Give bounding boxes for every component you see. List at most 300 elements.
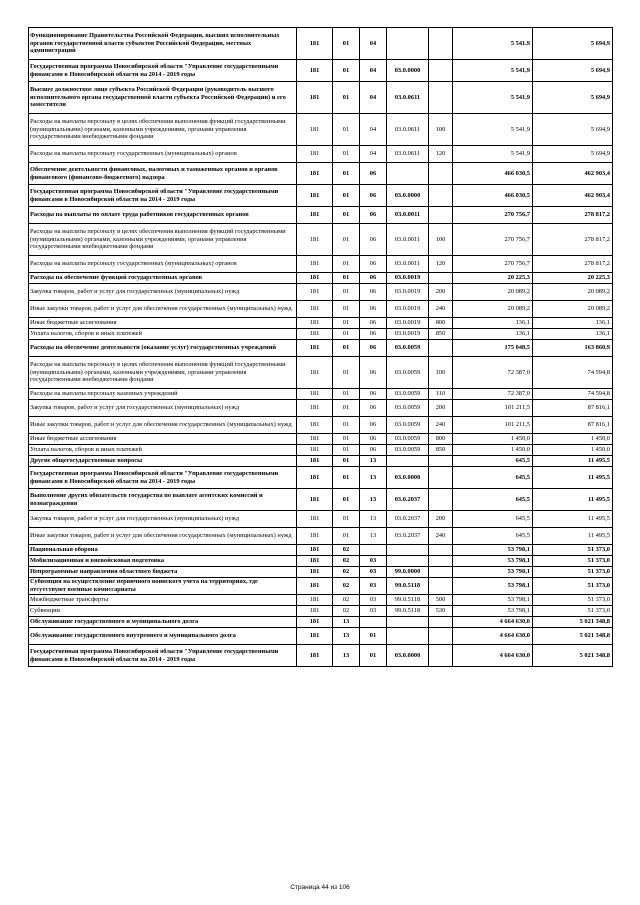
cell-name: Государственная программа Новосибирской области "Управление государственными финансами в Новосибирской области на 2014 - 2019 годы: [29, 185, 297, 207]
table-row: [29, 329, 613, 340]
cell-rz: 01: [333, 528, 360, 545]
cell-sum-2: 11 495,5: [533, 456, 613, 467]
cell-pr: 06: [360, 185, 387, 207]
cell-name: Расходы на выплаты персоналу государственных (муниципальных) органов: [29, 146, 297, 163]
cell-vr: 850: [429, 329, 453, 340]
cell-sum-2: 11 495,5: [533, 489, 613, 511]
cell-rz: 01: [333, 357, 360, 389]
cell-vr: [429, 556, 453, 567]
cell-vr: 200: [429, 400, 453, 417]
cell-sum-2: 87 816,1: [533, 400, 613, 417]
cell-csr: 03.0.0059: [387, 400, 429, 417]
cell-vr: 240: [429, 417, 453, 434]
cell-sum-2: 1 450,0: [533, 445, 613, 456]
cell-ved: 181: [297, 511, 333, 528]
cell-ved: 181: [297, 595, 333, 606]
cell-ved: 181: [297, 489, 333, 511]
cell-sum-2: 5 021 348,8: [533, 628, 613, 645]
cell-name: Выполнение других обязательств государства по выплате агентских комиссий и вознаграждения: [29, 489, 297, 511]
cell-pr: 06: [360, 329, 387, 340]
cell-pr: 13: [360, 467, 387, 489]
cell-sum-1: 466 030,5: [453, 185, 533, 207]
cell-ved: 181: [297, 273, 333, 284]
cell-vr: [429, 28, 453, 60]
table-row: [29, 628, 613, 645]
cell-sum-2: 51 373,0: [533, 595, 613, 606]
cell-vr: [429, 340, 453, 357]
cell-vr: 100: [429, 357, 453, 389]
cell-name: Расходы на выплаты персоналу в целях обеспечения выполнения функций государственными (муниципальными) органами, казенными учреждениями, органами управления государственными внебюджетными фондами: [29, 357, 297, 389]
cell-csr: 03.0.2037: [387, 511, 429, 528]
cell-ved: 181: [297, 146, 333, 163]
cell-csr: [387, 628, 429, 645]
cell-ved: 181: [297, 82, 333, 114]
cell-sum-1: 645,5: [453, 467, 533, 489]
cell-pr: 06: [360, 434, 387, 445]
cell-name: Межбюджетные трансферты: [29, 595, 297, 606]
cell-sum-2: 5 694,9: [533, 82, 613, 114]
table-row: [29, 417, 613, 434]
cell-name: Национальная оборона: [29, 545, 297, 556]
cell-sum-1: 4 664 630,0: [453, 617, 533, 628]
cell-pr: 06: [360, 445, 387, 456]
budget-table: [28, 27, 613, 667]
table-row: [29, 114, 613, 146]
cell-sum-2: 51 373,0: [533, 606, 613, 617]
table-row: [29, 511, 613, 528]
cell-vr: [429, 60, 453, 82]
cell-ved: 181: [297, 318, 333, 329]
cell-pr: 13: [360, 511, 387, 528]
cell-pr: 04: [360, 146, 387, 163]
cell-csr: 03.0.0019: [387, 329, 429, 340]
table-row: [29, 606, 613, 617]
cell-vr: [429, 273, 453, 284]
cell-sum-2: 5 694,9: [533, 60, 613, 82]
cell-ved: 181: [297, 389, 333, 400]
cell-csr: 03.0.0611: [387, 146, 429, 163]
cell-sum-2: 20 089,2: [533, 284, 613, 301]
cell-name: Высшее должностное лицо субъекта Российской Федерации (руководитель высшего исполнительного органа государственной власти субъекта Российской Федерации) и его заместители: [29, 82, 297, 114]
cell-pr: 03: [360, 595, 387, 606]
table-row: [29, 528, 613, 545]
cell-sum-1: 5 541,9: [453, 114, 533, 146]
cell-name: Уплата налогов, сборов и иных платежей: [29, 329, 297, 340]
cell-sum-2: 163 860,9: [533, 340, 613, 357]
cell-sum-1: 72 387,0: [453, 389, 533, 400]
cell-vr: [429, 185, 453, 207]
cell-vr: [429, 567, 453, 578]
cell-sum-2: 20 089,2: [533, 301, 613, 318]
cell-ved: 181: [297, 628, 333, 645]
cell-vr: [429, 617, 453, 628]
cell-sum-1: 53 798,1: [453, 578, 533, 595]
cell-vr: 240: [429, 301, 453, 318]
cell-pr: 06: [360, 318, 387, 329]
cell-rz: 02: [333, 545, 360, 556]
cell-sum-2: 51 373,0: [533, 545, 613, 556]
cell-ved: 181: [297, 224, 333, 256]
cell-rz: 01: [333, 445, 360, 456]
cell-vr: [429, 628, 453, 645]
cell-ved: 181: [297, 445, 333, 456]
cell-name: Иные закупки товаров, работ и услуг для обеспечения государственных (муниципальных) нужд: [29, 417, 297, 434]
table-row: [29, 467, 613, 489]
cell-vr: 200: [429, 284, 453, 301]
cell-rz: 01: [333, 400, 360, 417]
cell-csr: 03.0.0000: [387, 467, 429, 489]
table-row: [29, 163, 613, 185]
cell-pr: 01: [360, 628, 387, 645]
table-row: [29, 284, 613, 301]
cell-name: Иные бюджетные ассигнования: [29, 434, 297, 445]
cell-name: Расходы на выплаты персоналу казенных учреждений: [29, 389, 297, 400]
cell-csr: 99.0.0000: [387, 567, 429, 578]
cell-sum-2: 87 816,1: [533, 417, 613, 434]
cell-sum-2: 5 694,9: [533, 146, 613, 163]
cell-csr: [387, 456, 429, 467]
cell-vr: 100: [429, 224, 453, 256]
table-row: [29, 545, 613, 556]
cell-ved: 181: [297, 329, 333, 340]
cell-sum-2: 462 903,4: [533, 185, 613, 207]
cell-rz: 02: [333, 556, 360, 567]
cell-sum-1: 5 541,9: [453, 82, 533, 114]
cell-sum-2: 278 817,2: [533, 207, 613, 224]
cell-sum-1: 20 089,2: [453, 301, 533, 318]
cell-csr: 03.0.0000: [387, 645, 429, 667]
cell-name: Мобилизационная и вневойсковая подготовка: [29, 556, 297, 567]
cell-name: Субвенции: [29, 606, 297, 617]
cell-sum-2: 462 903,4: [533, 163, 613, 185]
table-row: [29, 224, 613, 256]
cell-name: Расходы на обеспечение деятельности (оказание услуг) государственных учреждений: [29, 340, 297, 357]
cell-ved: 181: [297, 645, 333, 667]
cell-sum-1: 1 450,0: [453, 445, 533, 456]
cell-pr: 06: [360, 224, 387, 256]
cell-ved: 181: [297, 28, 333, 60]
cell-sum-2: 5 021 348,8: [533, 645, 613, 667]
cell-csr: 03.0.0059: [387, 434, 429, 445]
cell-sum-2: 11 495,5: [533, 528, 613, 545]
cell-ved: 181: [297, 456, 333, 467]
cell-vr: 530: [429, 606, 453, 617]
cell-csr: 03.0.0611: [387, 114, 429, 146]
cell-vr: 110: [429, 389, 453, 400]
cell-pr: 03: [360, 578, 387, 595]
cell-ved: 181: [297, 417, 333, 434]
cell-csr: 99.0.5118: [387, 578, 429, 595]
cell-csr: 03.0.0611: [387, 82, 429, 114]
cell-sum-2: 278 817,2: [533, 224, 613, 256]
cell-sum-1: 270 756,7: [453, 224, 533, 256]
cell-pr: 04: [360, 82, 387, 114]
cell-sum-1: 4 664 630,0: [453, 628, 533, 645]
cell-vr: [429, 645, 453, 667]
cell-vr: 120: [429, 256, 453, 273]
cell-name: Расходы на выплаты персоналу в целях обеспечения выполнения функций государственными (муниципальными) органами, казенными учреждениями, органами управления государственными внебюджетными фондами: [29, 224, 297, 256]
cell-sum-2: 136,1: [533, 329, 613, 340]
cell-pr: 06: [360, 207, 387, 224]
cell-vr: [429, 545, 453, 556]
cell-name: Непрограммные направления областного бюджета: [29, 567, 297, 578]
cell-ved: 181: [297, 357, 333, 389]
cell-sum-2: 278 817,2: [533, 256, 613, 273]
cell-pr: 13: [360, 456, 387, 467]
cell-rz: 01: [333, 467, 360, 489]
cell-csr: 03.0.0019: [387, 318, 429, 329]
cell-ved: 181: [297, 467, 333, 489]
cell-pr: 03: [360, 606, 387, 617]
cell-name: Другие общегосударственные вопросы: [29, 456, 297, 467]
cell-csr: 99.0.5118: [387, 606, 429, 617]
cell-name: Расходы на обеспечение функций государственных органов: [29, 273, 297, 284]
cell-csr: 03.0.0011: [387, 224, 429, 256]
cell-rz: 13: [333, 645, 360, 667]
table-row: [29, 578, 613, 595]
cell-sum-2: 1 450,0: [533, 434, 613, 445]
cell-sum-1: 136,1: [453, 329, 533, 340]
cell-rz: 01: [333, 284, 360, 301]
cell-sum-1: 270 756,7: [453, 207, 533, 224]
cell-vr: [429, 163, 453, 185]
cell-sum-1: 4 664 630,0: [453, 645, 533, 667]
cell-ved: 181: [297, 163, 333, 185]
cell-sum-2: 11 495,5: [533, 467, 613, 489]
cell-rz: 01: [333, 489, 360, 511]
cell-name: Закупка товаров, работ и услуг для государственных (муниципальных) нужд: [29, 400, 297, 417]
cell-ved: 181: [297, 434, 333, 445]
cell-csr: 03.0.0059: [387, 357, 429, 389]
cell-rz: 02: [333, 567, 360, 578]
cell-pr: 06: [360, 163, 387, 185]
cell-name: Иные бюджетные ассигнования: [29, 318, 297, 329]
cell-rz: 01: [333, 207, 360, 224]
cell-ved: 181: [297, 301, 333, 318]
cell-vr: 200: [429, 511, 453, 528]
cell-vr: [429, 456, 453, 467]
cell-rz: 01: [333, 163, 360, 185]
table-row: [29, 185, 613, 207]
cell-vr: 800: [429, 434, 453, 445]
cell-sum-2: 74 594,8: [533, 357, 613, 389]
cell-name: Обслуживание государственного и муниципального долга: [29, 617, 297, 628]
cell-sum-2: 11 495,5: [533, 511, 613, 528]
cell-ved: 181: [297, 578, 333, 595]
cell-vr: [429, 578, 453, 595]
table-row: [29, 645, 613, 667]
cell-csr: [387, 556, 429, 567]
cell-pr: 04: [360, 60, 387, 82]
table-row: [29, 28, 613, 60]
cell-csr: 03.0.2037: [387, 489, 429, 511]
cell-csr: 03.0.0059: [387, 389, 429, 400]
cell-name: Государственная программа Новосибирской области "Управление государственными финансами в Новосибирской области на 2014 - 2019 годы: [29, 645, 297, 667]
cell-pr: 13: [360, 528, 387, 545]
cell-sum-2: 20 225,3: [533, 273, 613, 284]
cell-vr: 500: [429, 595, 453, 606]
cell-vr: [429, 489, 453, 511]
cell-vr: [429, 82, 453, 114]
cell-sum-1: 101 211,5: [453, 417, 533, 434]
cell-sum-1: 645,5: [453, 528, 533, 545]
cell-name: Расходы на выплаты персоналу государственных (муниципальных) органов: [29, 256, 297, 273]
cell-sum-1: 270 756,7: [453, 256, 533, 273]
cell-name: Субвенция на осуществление первичного воинского учета на территориях, где отсутствуют военные комиссариаты: [29, 578, 297, 595]
cell-sum-2: 74 594,8: [533, 389, 613, 400]
table-row: [29, 489, 613, 511]
cell-ved: 181: [297, 545, 333, 556]
cell-csr: [387, 163, 429, 185]
cell-sum-2: 51 373,0: [533, 578, 613, 595]
cell-sum-1: 101 211,5: [453, 400, 533, 417]
cell-rz: 01: [333, 389, 360, 400]
cell-rz: 01: [333, 318, 360, 329]
cell-pr: 01: [360, 645, 387, 667]
cell-csr: 03.0.0000: [387, 60, 429, 82]
table-row: [29, 567, 613, 578]
table-row: [29, 256, 613, 273]
cell-sum-2: 5 021 348,8: [533, 617, 613, 628]
cell-sum-1: 20 225,3: [453, 273, 533, 284]
cell-csr: [387, 617, 429, 628]
cell-name: Расходы на выплаты по оплате труда работников государственных органов: [29, 207, 297, 224]
cell-sum-1: 466 030,5: [453, 163, 533, 185]
cell-csr: 03.0.0019: [387, 284, 429, 301]
cell-csr: 03.0.0000: [387, 185, 429, 207]
cell-ved: 181: [297, 284, 333, 301]
table-row: [29, 60, 613, 82]
cell-pr: 06: [360, 340, 387, 357]
cell-pr: 04: [360, 28, 387, 60]
cell-ved: 181: [297, 556, 333, 567]
table-row: [29, 595, 613, 606]
cell-rz: 01: [333, 185, 360, 207]
cell-sum-1: 20 089,2: [453, 284, 533, 301]
cell-csr: 03.0.0011: [387, 256, 429, 273]
cell-rz: 02: [333, 606, 360, 617]
cell-pr: 06: [360, 301, 387, 318]
cell-rz: 01: [333, 340, 360, 357]
cell-sum-1: 136,1: [453, 318, 533, 329]
cell-csr: 03.0.0011: [387, 207, 429, 224]
cell-rz: 01: [333, 273, 360, 284]
cell-sum-1: 5 541,9: [453, 146, 533, 163]
cell-rz: 01: [333, 82, 360, 114]
cell-sum-2: 51 373,0: [533, 556, 613, 567]
table-row: [29, 434, 613, 445]
cell-name: Иные закупки товаров, работ и услуг для обеспечения государственных (муниципальных) нужд: [29, 528, 297, 545]
cell-vr: [429, 207, 453, 224]
table-row: [29, 445, 613, 456]
cell-pr: 06: [360, 284, 387, 301]
cell-ved: 181: [297, 528, 333, 545]
cell-name: Государственная программа Новосибирской области "Управление государственными финансами в Новосибирской области на 2014 - 2019 годы: [29, 60, 297, 82]
cell-rz: 02: [333, 595, 360, 606]
cell-rz: 01: [333, 256, 360, 273]
page-number: Страница 44 из 106: [290, 884, 350, 891]
cell-sum-2: 5 694,9: [533, 114, 613, 146]
cell-sum-2: 51 373,0: [533, 567, 613, 578]
cell-csr: 03.0.2037: [387, 528, 429, 545]
cell-sum-1: 645,5: [453, 511, 533, 528]
cell-sum-1: 53 798,1: [453, 595, 533, 606]
cell-sum-1: 645,5: [453, 456, 533, 467]
cell-sum-1: 645,5: [453, 489, 533, 511]
cell-ved: 181: [297, 60, 333, 82]
table-row: [29, 400, 613, 417]
cell-sum-2: 136,1: [533, 318, 613, 329]
table-row: [29, 82, 613, 114]
cell-csr: 03.0.0059: [387, 340, 429, 357]
table-row: [29, 456, 613, 467]
table-body: [29, 28, 613, 667]
cell-ved: 181: [297, 114, 333, 146]
cell-vr: [429, 467, 453, 489]
cell-pr: 06: [360, 273, 387, 284]
cell-rz: 13: [333, 628, 360, 645]
cell-csr: [387, 28, 429, 60]
cell-name: Закупка товаров, работ и услуг для государственных (муниципальных) нужд: [29, 284, 297, 301]
cell-sum-1: 53 798,1: [453, 606, 533, 617]
cell-pr: 03: [360, 556, 387, 567]
cell-ved: 181: [297, 567, 333, 578]
table-row: [29, 207, 613, 224]
cell-pr: [360, 545, 387, 556]
cell-vr: 800: [429, 318, 453, 329]
cell-ved: 181: [297, 207, 333, 224]
table-row: [29, 340, 613, 357]
cell-name: Уплата налогов, сборов и иных платежей: [29, 445, 297, 456]
cell-rz: 01: [333, 456, 360, 467]
cell-csr: 03.0.0019: [387, 301, 429, 318]
cell-ved: 181: [297, 185, 333, 207]
cell-name: Расходы на выплаты персоналу в целях обеспечения выполнения функций государственными (муниципальными) органами, казенными учреждениями, органами управления государственными внебюджетными фондами: [29, 114, 297, 146]
cell-rz: 01: [333, 60, 360, 82]
cell-sum-1: 175 048,5: [453, 340, 533, 357]
cell-name: Обслуживание государственного внутреннего и муниципального долга: [29, 628, 297, 645]
cell-sum-1: 72 387,0: [453, 357, 533, 389]
cell-rz: 01: [333, 114, 360, 146]
cell-ved: 181: [297, 400, 333, 417]
cell-sum-1: 53 798,1: [453, 567, 533, 578]
cell-sum-1: 5 541,9: [453, 60, 533, 82]
table-row: [29, 318, 613, 329]
cell-ved: 181: [297, 340, 333, 357]
cell-pr: 06: [360, 389, 387, 400]
cell-sum-1: 53 798,1: [453, 556, 533, 567]
cell-rz: 02: [333, 578, 360, 595]
cell-sum-1: 5 541,9: [453, 28, 533, 60]
cell-name: Обеспечение деятельности финансовых, налоговых и таможенных органов и органов финансового (финансово-бюджетного) надзора: [29, 163, 297, 185]
cell-vr: 240: [429, 528, 453, 545]
cell-name: Иные закупки товаров, работ и услуг для обеспечения государственных (муниципальных) нужд: [29, 301, 297, 318]
cell-vr: 100: [429, 114, 453, 146]
cell-rz: 01: [333, 301, 360, 318]
cell-name: Закупка товаров, работ и услуг для государственных (муниципальных) нужд: [29, 511, 297, 528]
cell-vr: 120: [429, 146, 453, 163]
table-row: [29, 357, 613, 389]
cell-sum-2: 5 694,9: [533, 28, 613, 60]
table-row: [29, 389, 613, 400]
cell-pr: 04: [360, 114, 387, 146]
cell-rz: 01: [333, 511, 360, 528]
cell-rz: 01: [333, 224, 360, 256]
cell-pr: [360, 617, 387, 628]
cell-rz: 01: [333, 329, 360, 340]
cell-ved: 181: [297, 617, 333, 628]
cell-pr: 06: [360, 357, 387, 389]
